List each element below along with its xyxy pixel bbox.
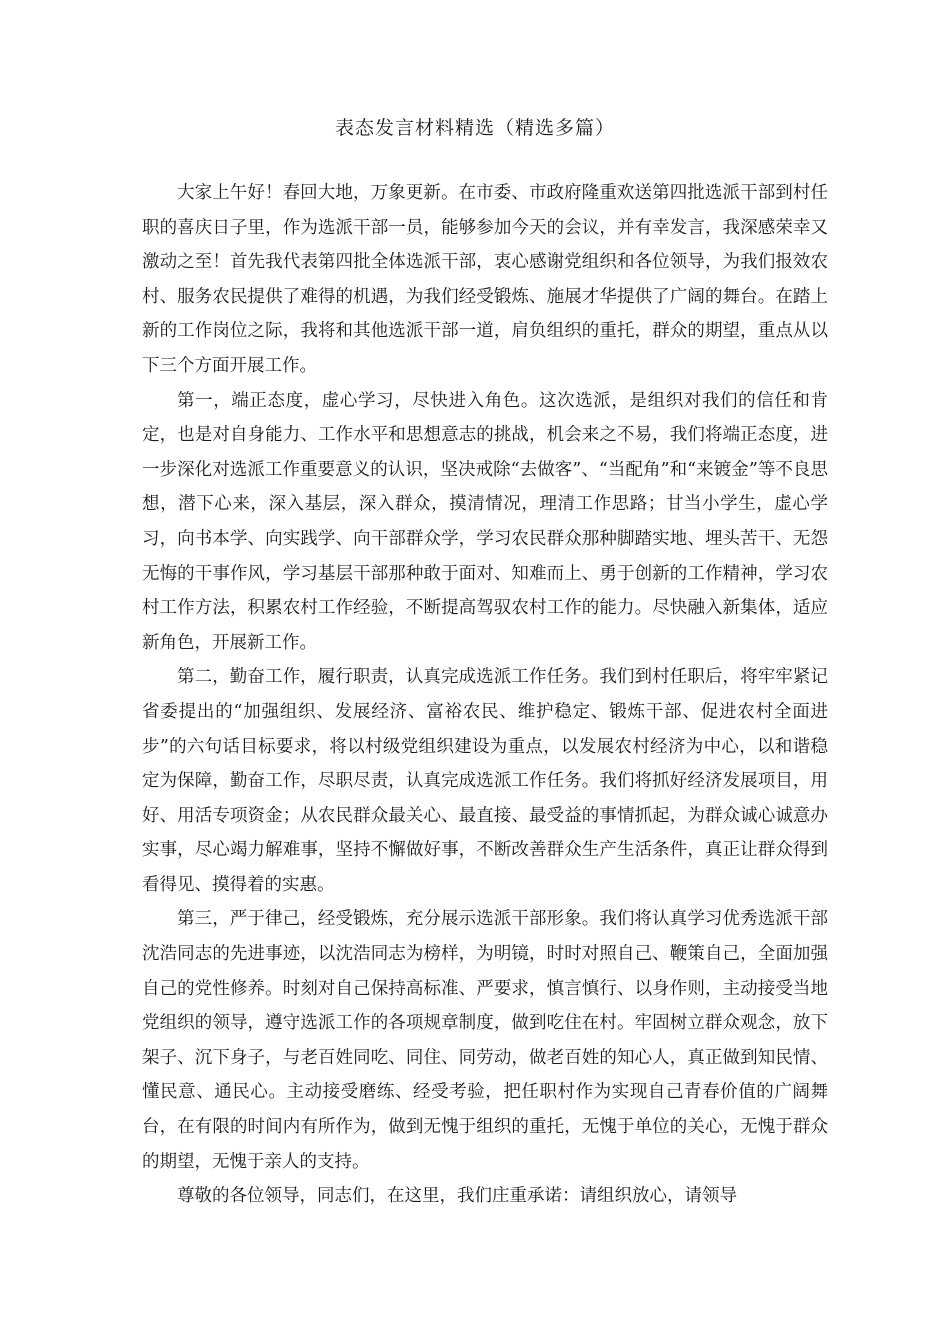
paragraph-greeting: 大家上午好！春回大地，万象更新。在市委、市政府隆重欢送第四批选派干部到村任职的喜庆日子里，作为选派干部一员，能够参加今天的会议，并有幸发言，我深感荣幸又激动之至！首先我代表第四批全体选派干部，衷心感谢党组织和各位领导，为我们报效农村、服务农民提供了难得的机遇，为我们经受锻炼、施展才华提供了广阔的舞台。在踏上新的工作岗位之际，我将和其他选派干部一道，肩负组织的重托，群众的期望，重点从以下三个方面开展工作。 [142,183,828,376]
document-body [142,176,828,1214]
paragraph-third-point: 第三，严于律己，经受锻炼，充分展示选派干部形象。我们将认真学习优秀选派干部沈浩同志的先进事迹，以沈浩同志为榜样，为明镜，时时对照自己、鞭策自己，全面加强自己的党性修养。时刻对自己保持高标准、严要求，慎言慎行、以身作则，主动接受当地党组织的领导，遵守选派工作的各项规章制度，做到吃住在村。牢固树立群众观念，放下架子、沉下身子，与老百姓同吃、同住、同劳动，做老百姓的知心人，真正做到知民情、懂民意、通民心。主动接受磨练、经受考验，把任职村作为实现自己青春价值的广阔舞台，在有限的时间内有所作为，做到无愧于组织的重托，无愧于单位的关心，无愧于群众的期望，无愧于亲人的支持。 [142,909,828,1172]
paragraph-second-point: 第二，勤奋工作，履行职责，认真完成选派工作任务。我们到村任职后，将牢牢紧记省委提出的“加强组织、发展经济、富裕农民、维护稳定、锻炼干部、促进农村全面进步”的六句话目标要求，将以村级党组织建设为重点，以发展农村经济为中心，以和谐稳定为保障，勤奋工作，尽职尽责，认真完成选派工作任务。我们将抓好经济发展项目，用好、用活专项资金；从农民群众最关心、最直接、最受益的事情抓起，为群众诚心诚意办实事，尽心竭力解难事，坚持不懈做好事，不断改善群众生产生活条件，真正让群众得到看得见、摸得着的实惠。 [142,667,828,895]
paragraph-closing: 尊敬的各位领导，同志们，在这里，我们庄重承诺：请组织放心，请领导 [177,1186,737,1207]
document-title: 表态发言材料精选（精选多篇） [334,117,615,139]
paragraph-first-point: 第一，端正态度，虚心学习，尽快进入角色。这次选派，是组织对我们的信任和肯定，也是对自身能力、工作水平和思想意志的挑战，机会来之不易，我们将端正态度，进一步深化对选派工作重要意义的认识，坚决戒除“去做客”、“当配角”和“来镀金”等不良思想，潜下心来，深入基层，深入群众，摸清情况，理清工作思路；甘当小学生，虚心学习，向书本学、向实践学、向干部群众学，学习农民群众那种脚踏实地、埋头苦干、无怨无悔的干事作风，学习基层干部那种敢于面对、知难而上、勇于创新的工作精神，学习农村工作方法，积累农村工作经验，不断提高驾驭农村工作的能力。尽快融入新集体，适应新角色，开展新工作。 [142,390,828,653]
